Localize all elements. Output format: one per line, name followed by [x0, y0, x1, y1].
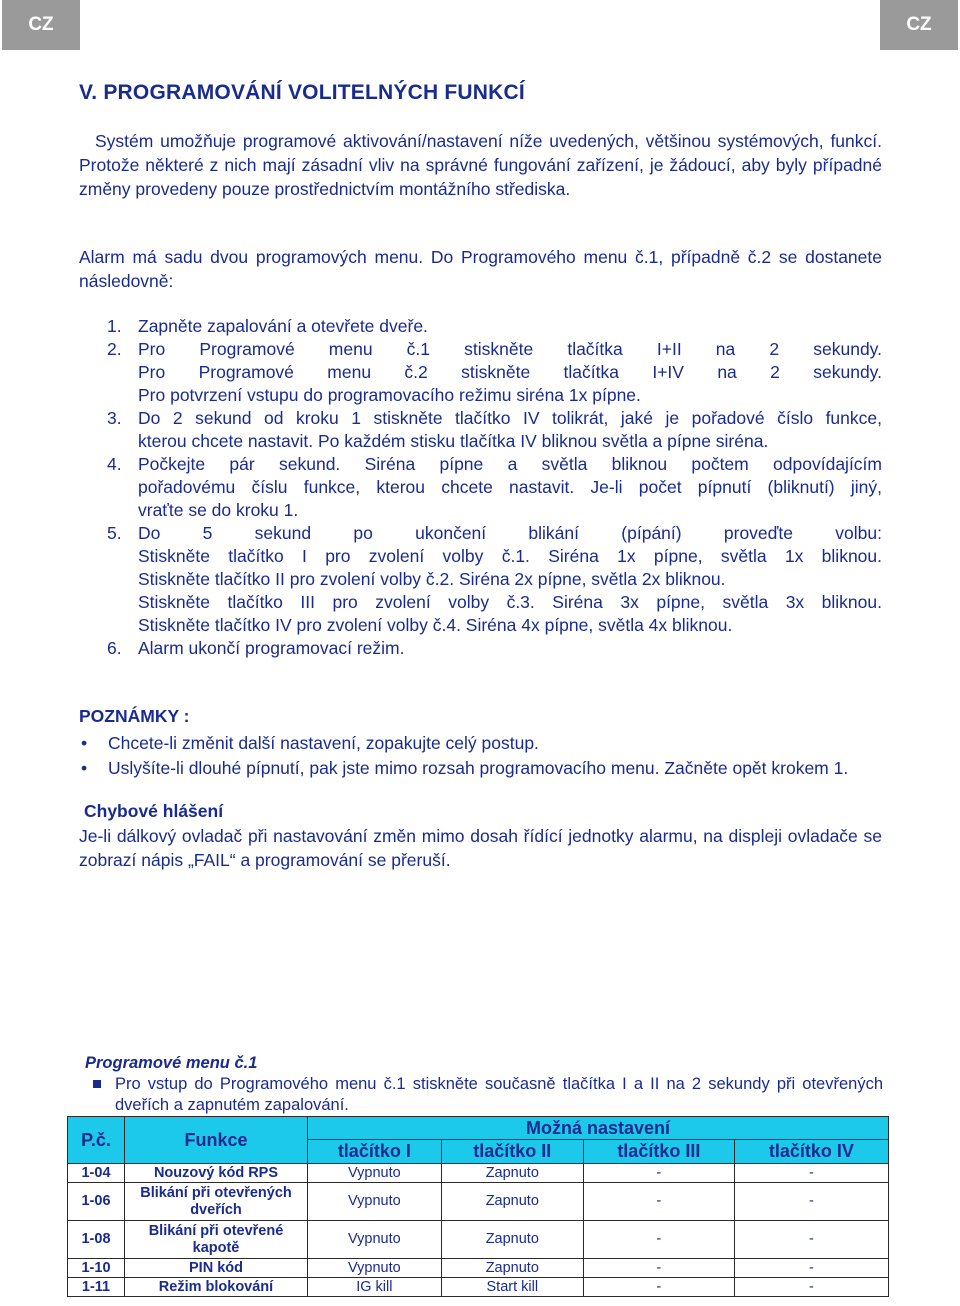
- cell-value: -: [734, 1164, 888, 1183]
- step-line: Počkejte pár sekund. Siréna pípne a světla bliknou počtem odpovídajícím: [138, 454, 882, 474]
- header-function: Funkce: [125, 1117, 308, 1164]
- step-number: 3.: [107, 408, 122, 428]
- cell-value: -: [583, 1278, 734, 1297]
- step-item: [79, 637, 882, 660]
- note-text: Uslyšíte-li dlouhé pípnutí, pak jste mimo rozsah programovacího menu. Začněte opět krokem 1.: [108, 758, 849, 778]
- step-item: [79, 315, 882, 338]
- step-line: Do 5 sekund po ukončení blikání (pípání) proveďte volbu:: [138, 523, 882, 543]
- step-line: Stiskněte tlačítko IV pro zvolení volby č.4. Siréna 4x pípne, světla 4x bliknou.: [138, 615, 733, 635]
- cell-value: -: [583, 1164, 734, 1183]
- cell-function: Blikání při otevřených dveřích: [125, 1183, 308, 1221]
- notes-list: [79, 732, 882, 782]
- alarm-intro-paragraph: Alarm má sadu dvou programových menu. Do Programového menu č.1, případně č.2 se dostanete následovně:: [79, 247, 882, 291]
- cell-value: -: [734, 1278, 888, 1297]
- step-number: 5.: [107, 523, 122, 543]
- menu-entry-note: [93, 1074, 883, 1116]
- step-line: kterou chcete nastavit. Po každém stisku tlačítka IV bliknou světla a pípne siréna.: [138, 431, 769, 451]
- square-bullet-icon: [93, 1080, 101, 1088]
- step-line: Zapněte zapalování a otevřete dveře.: [138, 316, 428, 336]
- section-title: V. PROGRAMOVÁNÍ VOLITELNÝCH FUNKCÍ: [79, 81, 525, 104]
- table-row: [68, 1183, 889, 1221]
- notes-heading: POZNÁMKY :: [79, 706, 190, 726]
- step-number: 4.: [107, 454, 122, 474]
- note-item: [79, 732, 882, 755]
- step-item: [79, 407, 882, 453]
- bullet-icon: •: [81, 733, 88, 753]
- error-paragraph: Je-li dálkový ovladač při nastavování změn mimo dosah řídící jednotky alarmu, na displeji ovladače se zobrazí nápis „FAIL“ a programování se přeruší.: [79, 826, 882, 870]
- step-line: pořadovému číslu funkce, kterou chcete nastavit. Je-li počet pípnutí (bliknutí) jiný,: [138, 477, 882, 497]
- cell-code: 1-06: [68, 1183, 125, 1221]
- header-settings-group: Možná nastavení: [308, 1117, 889, 1140]
- cell-code: 1-04: [68, 1164, 125, 1183]
- cell-function: PIN kód: [125, 1259, 308, 1278]
- programming-steps: [79, 315, 882, 660]
- step-line: Pro Programové menu č.2 stiskněte tlačítka I+IV na 2 sekundy.: [138, 362, 882, 382]
- cell-value: Zapnuto: [441, 1164, 583, 1183]
- header-code: P.č.: [68, 1117, 125, 1164]
- cell-value: IG kill: [308, 1278, 442, 1297]
- cell-code: 1-11: [68, 1278, 125, 1297]
- note-text: Chcete-li změnit další nastavení, zopakujte celý postup.: [108, 733, 539, 753]
- header-button-4: tlačítko IV: [734, 1140, 888, 1164]
- step-item: [79, 453, 882, 522]
- step-line: Do 2 sekund od kroku 1 stiskněte tlačítko IV tolikrát, jaké je pořadové číslo funkce,: [138, 408, 882, 428]
- step-line: vraťte se do kroku 1.: [138, 500, 299, 520]
- language-badge-right: CZ: [880, 0, 958, 50]
- step-item: [79, 522, 882, 637]
- step-number: 2.: [107, 339, 122, 359]
- menu-entry-text: Pro vstup do Programového menu č.1 stiskněte současně tlačítka I a II na 2 sekundy při otevřených dveřích a zapnutém zapalování.: [115, 1075, 883, 1114]
- table-row: [68, 1259, 889, 1278]
- cell-function: Blikání při otevřené kapotě: [125, 1221, 308, 1259]
- settings-table: [67, 1116, 889, 1297]
- cell-code: 1-10: [68, 1259, 125, 1278]
- table-row: [68, 1278, 889, 1297]
- step-line: Alarm ukončí programovací režim.: [138, 638, 405, 658]
- step-line: Stiskněte tlačítko III pro zvolení volby č.3. Siréna 3x pípne, světla 3x bliknou.: [138, 592, 882, 612]
- language-badge-left: CZ: [2, 0, 80, 50]
- cell-function: Nouzový kód RPS: [125, 1164, 308, 1183]
- cell-value: Vypnuto: [308, 1221, 442, 1259]
- header-button-3: tlačítko III: [583, 1140, 734, 1164]
- cell-value: Zapnuto: [441, 1259, 583, 1278]
- cell-value: -: [734, 1221, 888, 1259]
- step-line: Stiskněte tlačítko II pro zvolení volby č.2. Siréna 2x pípne, světla 2x bliknou.: [138, 569, 726, 589]
- menu-heading: Programové menu č.1: [85, 1054, 258, 1072]
- cell-value: Zapnuto: [441, 1221, 583, 1259]
- cell-code: 1-08: [68, 1221, 125, 1259]
- header-button-1: tlačítko I: [308, 1140, 442, 1164]
- cell-value: Vypnuto: [308, 1183, 442, 1221]
- table-row: [68, 1164, 889, 1183]
- intro-paragraph: Systém umožňuje programové aktivování/nastavení níže uvedených, většinou systémových, funkcí. Protože některé z nich mají zásadní vliv na správné fungování zařízení, je žádoucí, aby byly případné změny provedeny pouze prostřednictvím montážního střediska.: [79, 131, 882, 199]
- cell-value: -: [583, 1183, 734, 1221]
- cell-value: Zapnuto: [441, 1183, 583, 1221]
- header-button-2: tlačítko II: [441, 1140, 583, 1164]
- step-item: [79, 338, 882, 407]
- bullet-icon: •: [81, 758, 88, 778]
- cell-function: Režim blokování: [125, 1278, 308, 1297]
- step-line: Stiskněte tlačítko I pro zvolení volby č.1. Siréna 1x pípne, světla 1x bliknou.: [138, 546, 882, 566]
- step-number: 6.: [107, 638, 122, 658]
- cell-value: -: [583, 1259, 734, 1278]
- cell-value: Vypnuto: [308, 1259, 442, 1278]
- cell-value: -: [583, 1221, 734, 1259]
- step-line: Pro potvrzení vstupu do programovacího režimu siréna 1x pípne.: [138, 385, 641, 405]
- cell-value: Vypnuto: [308, 1164, 442, 1183]
- cell-value: -: [734, 1259, 888, 1278]
- step-number: 1.: [107, 316, 122, 336]
- error-heading: Chybové hlášení: [84, 801, 224, 821]
- step-line: Pro Programové menu č.1 stiskněte tlačítka I+II na 2 sekundy.: [138, 339, 882, 359]
- note-item: [79, 757, 882, 780]
- table-row: [68, 1221, 889, 1259]
- cell-value: -: [734, 1183, 888, 1221]
- cell-value: Start kill: [441, 1278, 583, 1297]
